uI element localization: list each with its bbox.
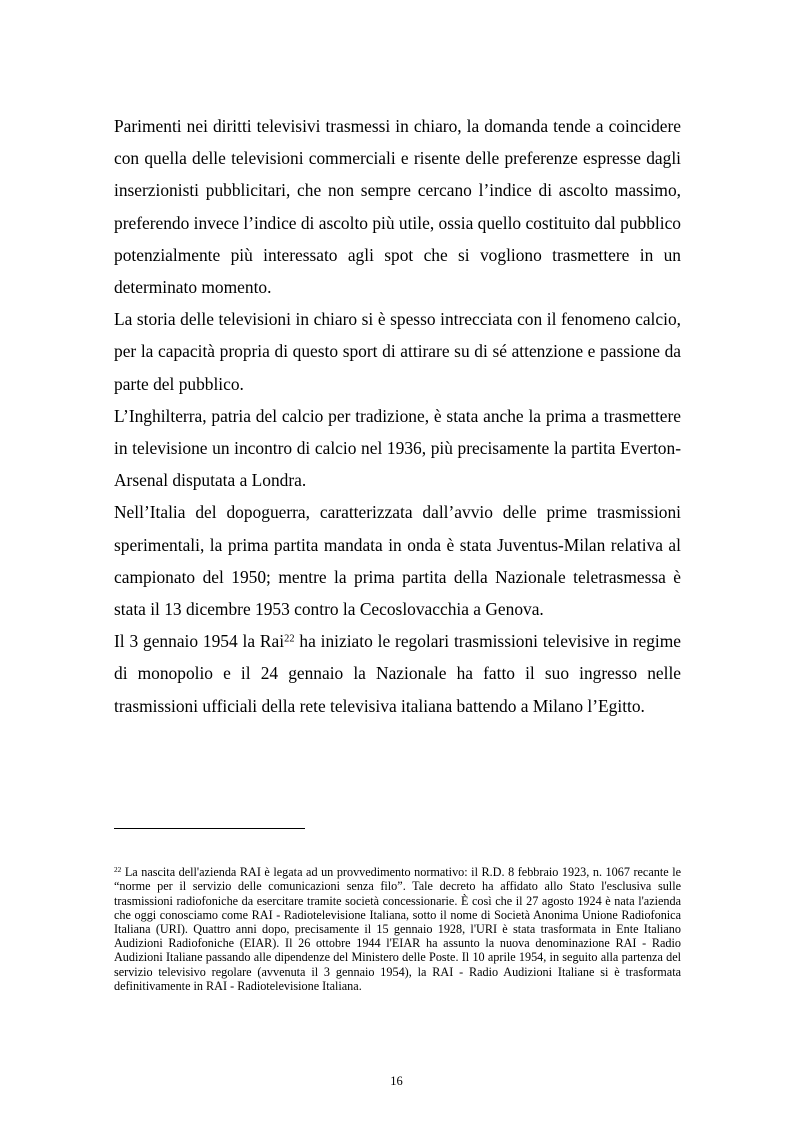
page-number: 16 bbox=[390, 1074, 403, 1088]
footnote-separator bbox=[114, 828, 305, 829]
paragraph-5-start: Il 3 gennaio 1954 la Rai bbox=[114, 631, 285, 652]
main-text bbox=[114, 110, 681, 722]
footnote-text: La nascita dell'azienda RAI è legata ad un provvedimento normativo: il R.D. 8 febbraio 1923, n. 1067 recante le “norme per il servizio delle comunicazioni senza filo”. Tale decreto ha affidato allo Stato l'esclusiva sulle trasmissioni radiofoniche da esercitare tramite società concessionarie. È così che il 27 agosto 1924 è nata l'azienda che oggi conosciamo come RAI - Radiotelevisione Italiana, sotto il nome di Società Anonima Unione Radiofonica Italiana (URI). Quattro anni dopo, precisamente il 15 gennaio 1928, l'URI è stata trasformata in Ente Italiano Audizioni Radiofoniche (EIAR). Il 26 ottobre 1944 l'EIAR ha assunto la nuova denominazione RAI - Radio Audizioni Italiane passando alle dipendenze del Ministero delle Poste. Il 10 aprile 1954, in seguito alla partenza del servizio televisivo regolare (avvenuta il 3 gennaio 1954), la RAI - Radio Audizioni Italiane si è trasformata definitivamente in RAI - Radiotelevisione Italiana. bbox=[114, 865, 681, 993]
footnote-reference[interactable]: 22 bbox=[284, 633, 295, 645]
paragraph-5-end: ha iniziato le regolari trasmissioni televisive in regime di monopolio e il 24 gennaio la Nazionale ha fatto il suo ingresso nelle trasmissioni ufficiali della rete televisiva italiana battendo a Milano l’Egitto. bbox=[114, 631, 682, 716]
paragraph-2: La storia delle televisioni in chiaro si è spesso intrecciata con il fenomeno calcio, per la capacità propria di questo sport di attirare su di sé attenzione e passione da parte del pubblico. bbox=[114, 309, 681, 394]
paragraph-3: L’Inghilterra, patria del calcio per tradizione, è stata anche la prima a trasmettere in televisione un incontro di calcio nel 1936, più precisamente la partita Everton-Arsenal disputata a Londra. bbox=[114, 405, 681, 491]
paragraph-1: Parimenti nei diritti televisivi trasmessi in chiaro, la domanda tende a coincidere con quella delle televisioni commerciali e risente delle preferenze espresse dagli inserzionisti pubblicitari, che non sempre cercano l’indice di ascolto massimo, preferendo invece l’indice di ascolto più utile, ossia quello costituito dal pubblico potenzialmente più interessato agli spot che si vogliono trasmettere in un determinato momento. bbox=[114, 116, 681, 298]
paragraph-5 bbox=[114, 625, 681, 722]
footnote bbox=[114, 865, 681, 993]
footnote-number: 22 bbox=[114, 865, 122, 875]
paragraph-4: Nell’Italia del dopoguerra, caratterizzata dall’avvio delle prime trasmissioni sperimentali, la prima partita mandata in onda è stata Juventus-Milan relativa al campionato del 1950; mentre la prima partita della Nazionale teletrasmessa è stata il 13 dicembre 1953 contro la Cecoslovacchia a Genova. bbox=[114, 502, 681, 620]
